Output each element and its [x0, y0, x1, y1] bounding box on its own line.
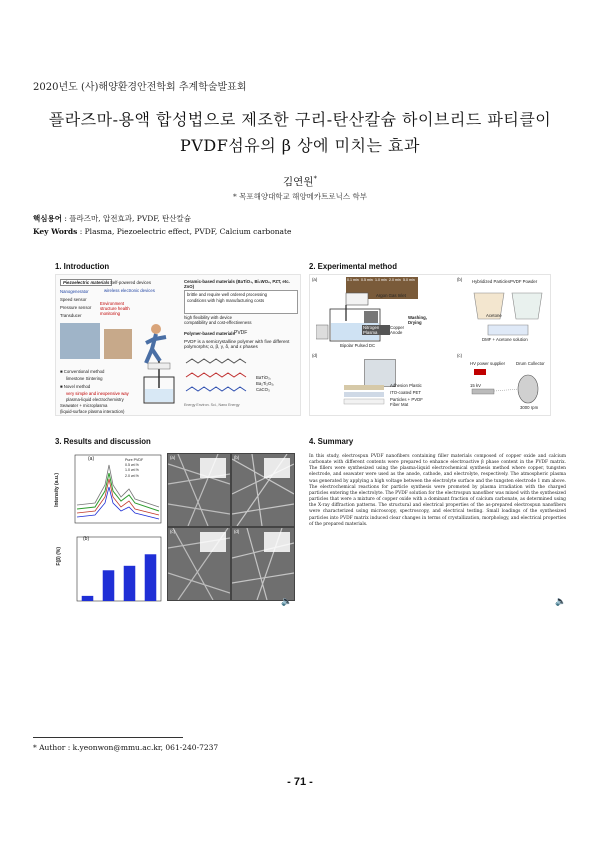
piezo-devices-illustration [58, 319, 178, 367]
intro-label-self-powered: Self-powered devices [110, 280, 152, 285]
beaker-solution [488, 325, 528, 335]
novel-method-text: Novel method [63, 384, 91, 389]
step-nitrogen-plasma: Nitrogen Plasma [362, 325, 390, 335]
voltage-label: 15 kV [470, 383, 481, 388]
plasma-setup-sketch [140, 361, 180, 409]
xrd-legend-3: 1.0 wt.% [125, 468, 139, 473]
pvdf-phase-structures [184, 355, 254, 401]
mat-acetone: Acetone [486, 313, 502, 318]
paper-title-line-1: 플라즈마-용액 합성법으로 제조한 구리-탄산칼슘 하이브리드 파티클이 [48, 110, 552, 129]
exp-label-a: (a) [312, 277, 318, 282]
beaker-pvdf [512, 293, 542, 319]
gas-inlet-box [346, 293, 368, 305]
page-number: - 71 - [287, 776, 313, 788]
novel-method: ■ Novel method [60, 384, 91, 389]
korean-keywords-label: 핵심용어 [33, 214, 62, 223]
introduction-figure [55, 274, 301, 416]
syringe-icon [472, 389, 494, 394]
mat-pvdf: PVDF Powder [510, 279, 538, 284]
sem-fibers-d [232, 528, 294, 600]
hv-box-icon [474, 369, 486, 375]
bar-0-5-wt- [103, 570, 115, 601]
intro-label-pressure-sensor: Pressure sensor [60, 305, 92, 310]
layer-ito [344, 392, 384, 397]
mat-fiber-mat: Particles + PVDF Fiber Mat [390, 397, 423, 408]
layer-adhesion [344, 385, 384, 390]
footnote-divider [33, 737, 183, 738]
alpha-chain [186, 359, 246, 363]
sem-fibers-a [168, 454, 230, 526]
polymer-note-2: compatibility and cost-effectiveness [184, 320, 252, 326]
runner-head-icon [151, 324, 161, 334]
layer-stack-diagram [340, 381, 388, 409]
exp-label-d: (d) [312, 353, 318, 358]
xrd-ylabel: Intensity (a.u.) [54, 473, 60, 507]
filler-3: CaCO₃ [256, 387, 270, 392]
electrolyte [145, 389, 173, 402]
xrd-legend-1: Pure PVDF [125, 458, 144, 462]
author-name-text: 김연원 [283, 176, 314, 188]
bar-1-0-wt- [124, 566, 136, 601]
intro-label-speed-sensor: Speed sensor [60, 297, 87, 302]
pvdf-text: PVDF [234, 330, 248, 336]
vial-label-3: 1.0 min [375, 278, 387, 282]
intro-label-nanogenerator: Nanogenerator [60, 289, 89, 294]
results-figure [55, 451, 295, 606]
xrd-axes [75, 455, 161, 523]
mat-ito: ITO-coated PET [390, 390, 421, 395]
english-keywords [33, 227, 291, 236]
vial-label-1: 0.1 min [347, 278, 359, 282]
beta-fraction-bar-chart [55, 533, 165, 605]
paper-title-line-2: PVDF섬유의 β 상에 미치는 효과 [180, 136, 420, 155]
author-affiliation: * 목포해양대학교 해양메카트로닉스 학부 [232, 192, 368, 201]
step-copper-anode: Copper Anode [390, 325, 405, 336]
sem-image-a [167, 453, 231, 527]
step-argon: Argon Gas Inlet [376, 293, 406, 298]
bar-pure-pvdf [82, 596, 94, 601]
intro-label-environment: Environment structure health monitoring [100, 301, 130, 317]
gamma-chain [186, 387, 246, 391]
korean-keywords-values: : 플라즈마, 압전효과, PVDF, 탄산칼슘 [61, 214, 192, 223]
author-name [0, 174, 600, 189]
xrd-legend-2: 0.5 wt.% [125, 463, 139, 468]
polymer-materials-text: Polymer-based materials [184, 331, 235, 336]
engine-image [60, 323, 100, 359]
runner-icon [146, 334, 166, 363]
pvdf-description: PVDF is a semicrystalline polymer with five different polymorphs; α, β, γ, δ, and ε phases [184, 339, 290, 350]
vial-label-2: 0.5 min [361, 278, 373, 282]
copper-anode [364, 311, 378, 323]
sem-fibers-c [168, 528, 230, 600]
beta-chain [186, 373, 246, 377]
inset-c [200, 532, 226, 552]
polymer-note-1: high flexibility with device [184, 315, 233, 320]
polymer-notes-box [184, 315, 296, 329]
english-keywords-values: : Plasma, Piezoelectric effect, PVDF, Calcium carbonate [77, 227, 292, 236]
author-mark: * [313, 174, 317, 183]
inset-a [200, 458, 226, 478]
piezo-materials-box: Piezoelectric materials [60, 279, 112, 286]
results-speaker-icon[interactable]: 🔈 [281, 597, 293, 607]
bar-2-0-wt- [145, 554, 157, 601]
power-supply-box [316, 325, 328, 339]
xrd-panel-label: (a) [88, 456, 95, 462]
mat-adhesion: Adhesion Plastic [390, 383, 422, 388]
filler-1: BaTiO₃, [256, 375, 271, 380]
seawater-subtext: (liquid-surface plasma interaction) [60, 409, 125, 414]
ceramic-materials-text: Ceramic-based materials (BaTiO₃, Bi₂WO₆, PZT, etc. ZnO) [184, 279, 290, 290]
electrospinning-diagram [468, 367, 548, 407]
sem-image-c [167, 527, 231, 601]
experimental-figure [309, 274, 551, 416]
sem-image-b [231, 453, 295, 527]
step-bipolar: Bipolar Pulsed DC [340, 343, 376, 348]
mat-dmf-acetone: DMF + Acetone solution [482, 337, 528, 342]
sem-label-d: (d) [234, 529, 240, 534]
sem-label-c: (c) [170, 529, 176, 534]
inset-b [264, 458, 290, 478]
rpm-label: 3000 rpm [520, 405, 539, 410]
drum-icon [518, 375, 538, 403]
conventional-items: limestone Sintering [66, 376, 103, 381]
sem-label-a: (a) [170, 455, 176, 460]
section-results: 3. Results and discussion [55, 437, 151, 446]
sem-image-d [231, 527, 295, 601]
bar-ylabel: F(β) (%) [56, 547, 62, 566]
ceramic-notes-box [184, 290, 298, 314]
vial-label-5: 5.0 min [403, 278, 415, 282]
sem-fibers-b [232, 454, 294, 526]
conventional-method-text: Conventional method [63, 369, 105, 374]
intro-citation: Energy Environ. Sci., Nano Energy [184, 403, 240, 407]
seawater-text: Seawater + microplasma [60, 403, 108, 408]
section-summary: 4. Summary [309, 437, 354, 446]
exp-label-c: (c) [457, 353, 463, 358]
bridge-image [104, 329, 132, 359]
xrd-plot [55, 451, 165, 531]
english-keywords-label: Key Words [33, 227, 78, 236]
filler-2: Ba₂Ti₂O₅, [256, 381, 275, 386]
xrd-legend [125, 458, 143, 479]
author-footnote: * Author : k.yeonwon@mmu.ac.kr, 061-240-7237 [33, 743, 219, 752]
vial-label-4: 2.0 min [389, 278, 401, 282]
conventional-method: ■ Conventional method [60, 369, 105, 374]
hv-supplier: HV power supplier [470, 361, 506, 366]
conference-header: 2020년도 (사)해양환경안전학회 추계학술발표회 [33, 82, 247, 93]
bar-panel-label: (b) [83, 536, 90, 542]
ceramic-note-1: brittle and require well ordered processing [187, 292, 268, 297]
layer-fiber [344, 399, 384, 404]
sem-label-b: (b) [234, 455, 240, 460]
summary-text: In this study, electrospun PVDF nanofibers containing filler materials composed of copper oxide and calcium carbonate with different contents were prepared to enhance electroactive β phase content in the PVDF matrix. The fillers were synthesized using the plasma-liquid electrochemical synthesis method where copper, tungsten electrode, and seawater were used as the anode, cathode, and electrolyte, respectively. The atmospheric plasma was generated by applying a high voltage between the electrolyte surface and the tungsten electrode 1 mm above. The electrochemical reactions for particle synthesis were promoted by plasma irradiation with the charged particles entering the electrolyte. The PVDF solution for the electrospun nanofiber was mixed with the synthesized particles that were a mixture of copper oxide with a dominant fraction of calcium carbonate, as determined using the X-ray diffraction patterns. The structural and electrical properties of the as-prepared electrospun nanofibers were characterized using microscopy, spectroscopy, and electrical testing. Small loadings of the synthesized particles into PVDF matrix induced clear changes in terms of crystallization, morphology, and electrical properties of the prepared materials. [309, 454, 566, 527]
jet-line [494, 389, 520, 391]
ceramic-note-2: conditions with high manufacturing costs [187, 298, 265, 304]
summary-speaker-icon[interactable]: 🔈 [555, 597, 567, 607]
korean-keywords [33, 213, 191, 224]
novel-red-text: very simple and inexpensive way [66, 391, 129, 396]
intro-label-transducer: Transducer [60, 313, 82, 318]
xrd-series-4 [77, 465, 159, 507]
section-introduction: 1. Introduction [55, 262, 110, 271]
intro-label-wireless: wireless electronic devices [104, 288, 155, 293]
step-washing: Washing, Drying [408, 315, 427, 326]
exp-label-b: (b) [457, 277, 463, 282]
drum-collector: Drum Collector [516, 361, 545, 366]
mat-hybridized: Hybridized Particles [472, 279, 510, 284]
section-experimental: 2. Experimental method [309, 262, 397, 271]
xrd-legend-4: 2.0 wt.% [125, 473, 139, 478]
inset-d [264, 532, 290, 552]
novel-blue-text: plasma-liquid electrochemistry [66, 397, 124, 402]
mixing-beakers [470, 285, 548, 337]
power-box [148, 363, 170, 369]
